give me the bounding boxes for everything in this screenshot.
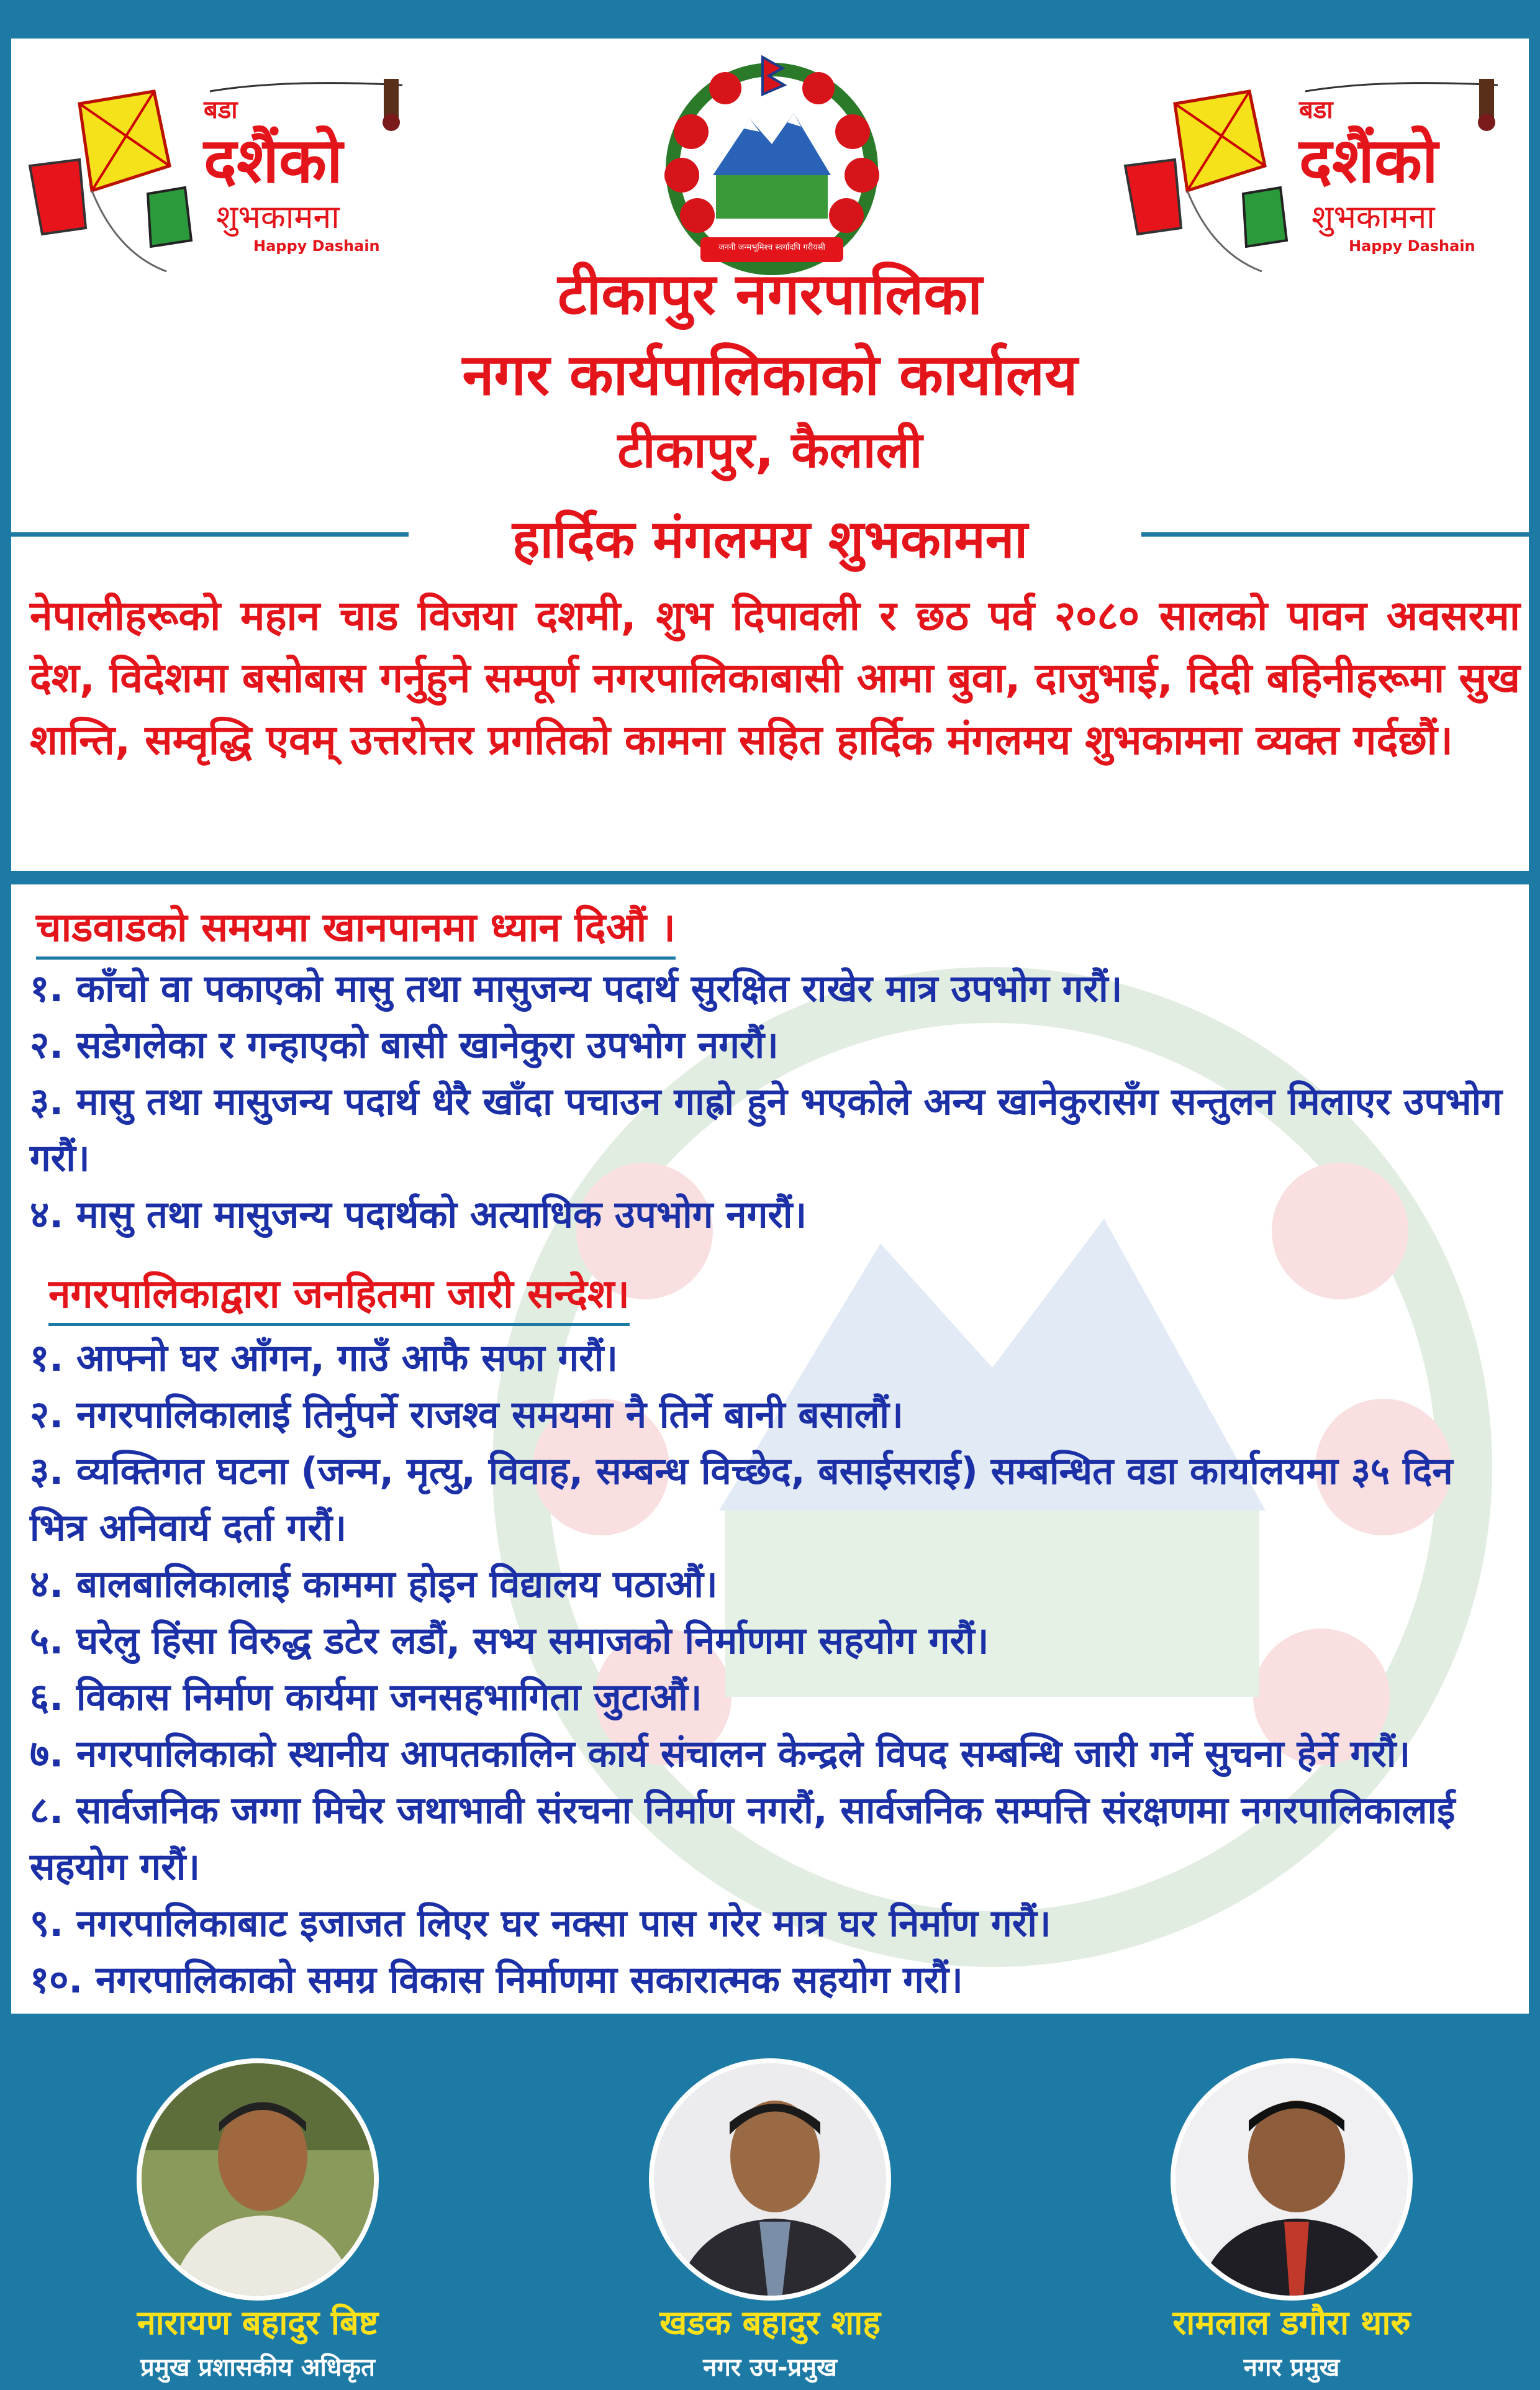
list-item: ५. घरेलु हिंसा विरुद्ध डटेर लडौं, सभ्य समाजको निर्माणमा सहयोग गरौं। bbox=[30, 1619, 989, 1663]
avatar bbox=[1171, 2058, 1413, 2301]
list-item: ६. विकास निर्माण कार्यमा जनसहभागिता जुटाऔं। bbox=[30, 1676, 702, 1719]
emblem-motto: जननी जन्मभूमिश्च स्वर्गादपि गरीयसी bbox=[718, 243, 825, 252]
person-photo-icon bbox=[1175, 2063, 1413, 2301]
list-item: ४. मासु तथा मासुजन्य पदार्थको अत्याधिक उपभोग नगरौं। bbox=[30, 1193, 807, 1237]
office-name: नगर कार्यपालिकाको कार्यालय bbox=[462, 342, 1078, 408]
greeting-sub-text: शुभकामना bbox=[216, 199, 340, 236]
list-item: १. आफ्नो घर आँगन, गाउँ आफै सफा गरौं। bbox=[30, 1337, 618, 1380]
avatar bbox=[137, 2058, 379, 2301]
list-item: ७. नगरपालिकाको स्थानीय आपतकालिन कार्य संचालन केन्द्रले विपद सम्बन्धि जारी गर्ने सुचना हेर्ने गरौं। bbox=[30, 1732, 1411, 1776]
person-photo-icon bbox=[142, 2063, 379, 2301]
greeting-big-text: दशैंको bbox=[204, 124, 343, 197]
section-separator bbox=[11, 871, 1529, 884]
greeting-banner: हार्दिक मंगलमय शुभकामना bbox=[512, 509, 1028, 570]
food-advice-list bbox=[30, 961, 1520, 1243]
greeting-small-text: बडा bbox=[204, 96, 238, 124]
public-notice-list bbox=[30, 1330, 1520, 2009]
list-item: १. काँचो वा पकाएको मासु तथा मासुजन्य पदार्थ सुरक्षित राखेर मात्र उपभोग गरौं। bbox=[30, 967, 1123, 1011]
greeting-english-text: Happy Dashain bbox=[1349, 237, 1475, 255]
list-item: ८. सार्वजनिक जग्गा मिचेर जथाभावी संरचना निर्माण नगरौं, सार्वजनिक सम्पत्ति संरक्षणमा नगरपालिकालाई सहयोग गरौं। bbox=[30, 1789, 1456, 1889]
section-public-notice-title: नगरपालिकाद्वारा जनहितमा जारी सन्देश। bbox=[48, 1265, 630, 1326]
official-role: नगर प्रमुख bbox=[1243, 2353, 1340, 2382]
nepal-emblem bbox=[645, 51, 899, 287]
municipality-name: टीकापुर नगरपालिका bbox=[558, 261, 982, 327]
list-item: ४. बालबालिकालाई काममा होइन विद्यालय पठाऔं। bbox=[30, 1563, 718, 1606]
official-name: नारायण बहादुर बिष्ट bbox=[137, 2303, 379, 2342]
list-item: ३. व्यक्तिगत घटना (जन्म, मृत्यु, विवाह, सम्बन्ध विच्छेद, बसाईसराई) सम्बन्धित वडा कार्यालयमा ३५ दिन भित्र अनिवार्य दर्ता गरौं। bbox=[30, 1450, 1453, 1550]
greeting-message: नेपालीहरूको महान चाड विजया दशमी, शुभ दिपावली र छठ पर्व २०८० सालको पावन अवसरमा देश, विदेशमा बसोबास गर्नुहुने सम्पूर्ण नगरपालिकाबासी आमा बुवा, दाजुभाई, दिदी बहिनीहरूमा सुख शान्ति, सम्वृद्धि एवम् उत्तरोत्तर प्रगतिको कामना सहित हार्दिक मंगलमय शुभकामना व्यक्त गर्दछौं। bbox=[30, 592, 1520, 764]
officials-footer bbox=[0, 2014, 1540, 2390]
list-item: ३. मासु तथा मासुजन्य पदार्थ धेरै खाँदा पचाउन गाह्रो हुने भएकोले अन्य खानेकुरासँग सन्तुलन मिलाएर उपभोग गरौं। bbox=[30, 1080, 1502, 1180]
greeting-small-text: बडा bbox=[1299, 96, 1333, 124]
list-item: २. नगरपालिकालाई तिर्नुपर्ने राजश्व समयमा नै तिर्ने बानी बसालौं। bbox=[30, 1393, 904, 1437]
office-location: टीकापुर, कैलाली bbox=[617, 421, 923, 479]
poster-panel bbox=[11, 39, 1529, 2014]
greeting-sub-text: शुभकामना bbox=[1311, 199, 1435, 236]
official-name: खडक बहादुर शाह bbox=[659, 2303, 881, 2342]
greeting-english-text: Happy Dashain bbox=[253, 237, 380, 255]
person-photo-icon bbox=[654, 2063, 891, 2301]
official-role: नगर उप-प्रमुख bbox=[703, 2353, 837, 2382]
avatar bbox=[649, 2058, 891, 2301]
header bbox=[11, 39, 1529, 523]
list-item: २. सडेगलेका र गन्हाएको बासी खानेकुरा उपभोग नगरौं। bbox=[30, 1024, 779, 1067]
greeting-big-text: दशैंको bbox=[1299, 124, 1438, 197]
official-role: प्रमुख प्रशासकीय अधिकृत bbox=[140, 2353, 375, 2382]
official-name: रामलाल डगौरा थारु bbox=[1172, 2303, 1411, 2342]
list-item: ९. नगरपालिकाबाट इजाजत लिएर घर नक्सा पास गरेर मात्र घर निर्माण गरौं। bbox=[30, 1902, 1051, 1945]
section-food-title: चाडवाडको समयमा खानपानमा ध्यान दिऔं । bbox=[36, 899, 676, 960]
list-item: १०. नगरपालिकाको समग्र विकास निर्माणमा सकारात्मक सहयोग गरौं। bbox=[30, 1958, 963, 2002]
